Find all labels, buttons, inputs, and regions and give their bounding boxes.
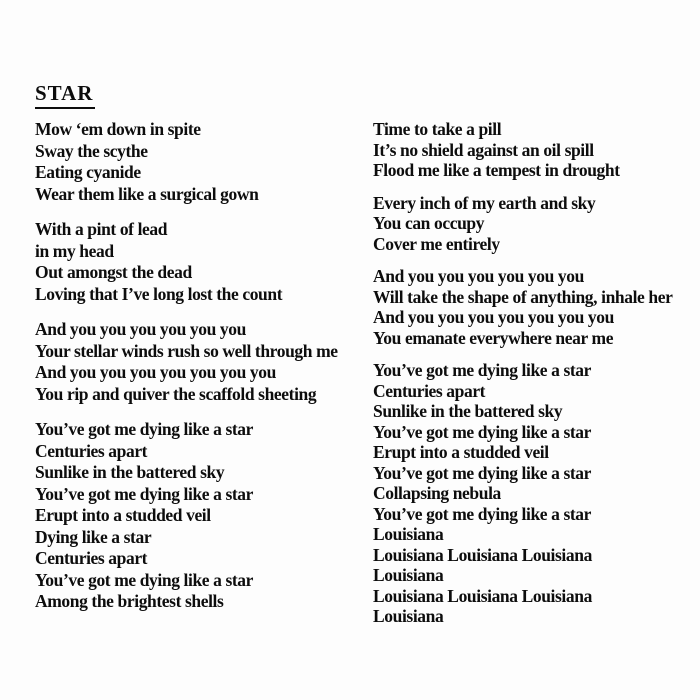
lyric-line: in my head [35, 240, 114, 261]
lyric-line: You’ve got me dying like a star [35, 569, 254, 590]
lyric-line: Louisiana Louisiana Louisiana [373, 544, 592, 565]
lyric-line: Centuries apart [35, 548, 148, 568]
lyric-line: Among the brightest shells [35, 591, 224, 611]
lyrics-column-left [35, 119, 380, 627]
lyric-line: Eating cyanide [35, 162, 141, 182]
lyric-line: Louisiana [373, 565, 444, 585]
stanza [373, 360, 700, 627]
lyric-line: Time to take a pill [373, 119, 502, 139]
lyric-line: Sunlike in the battered sky [373, 401, 563, 421]
lyric-line: Will take the shape of anything, inhale her [373, 286, 673, 307]
lyric-line: Erupt into a studded veil [373, 442, 549, 462]
lyric-line: Centuries apart [373, 380, 486, 401]
lyric-line: Louisiana [373, 524, 444, 544]
lyric-line: Loving that I’ve long lost the count [35, 283, 283, 304]
lyric-line: With a pint of lead [35, 219, 168, 239]
lyric-line: Sunlike in the battered sky [35, 462, 225, 482]
lyric-line: Centuries apart [35, 440, 148, 461]
lyric-line: Wear them like a surgical gown [35, 183, 259, 204]
lyric-line: Collapsing nebula [373, 483, 501, 503]
stanza [35, 119, 380, 205]
lyric-line: Louisiana Louisiana Louisiana [373, 585, 592, 606]
lyric-line: You’ve got me dying like a star [373, 360, 592, 380]
lyric-line: Louisiana [373, 606, 444, 626]
lyric-line: You emanate everywhere near me [373, 327, 614, 348]
lyric-line: You’ve got me dying like a star [373, 421, 592, 442]
lyric-line: You’ve got me dying like a star [373, 462, 592, 483]
lyric-line: Every inch of my earth and sky [373, 192, 596, 213]
stanza [35, 319, 380, 405]
lyric-line: And you you you you you you [373, 266, 584, 286]
lyric-line: You’ve got me dying like a star [35, 419, 254, 439]
lyric-line: Erupt into a studded veil [35, 505, 211, 525]
lyric-line: Cover me entirely [373, 233, 500, 254]
stanza [373, 193, 700, 255]
stanza [373, 266, 700, 348]
lyric-line: You can occupy [373, 213, 485, 233]
lyric-line: You’ve got me dying like a star [373, 503, 592, 524]
lyric-line: It’s no shield against an oil spill [373, 139, 594, 160]
stanza [373, 119, 700, 181]
song-title: STAR [35, 83, 95, 109]
lyric-line: You rip and quiver the scaffold sheeting [35, 383, 317, 404]
lyric-line: And you you you you you you [35, 319, 246, 339]
lyric-line: And you you you you you you you [373, 307, 614, 327]
lyric-line: Flood me like a tempest in drought [373, 160, 620, 180]
lyric-line: Dying like a star [35, 526, 152, 547]
stanza [35, 419, 380, 613]
lyric-line: Your stellar winds rush so well through me [35, 340, 338, 361]
lyric-line: Sway the scythe [35, 140, 148, 161]
stanza [35, 219, 380, 305]
lyric-line: You’ve got me dying like a star [35, 483, 254, 504]
lyric-line: And you you you you you you you [35, 362, 276, 382]
lyric-line: Mow ‘em down in spite [35, 119, 201, 139]
lyric-line: Out amongst the dead [35, 262, 192, 282]
lyrics-column-right [373, 119, 700, 639]
